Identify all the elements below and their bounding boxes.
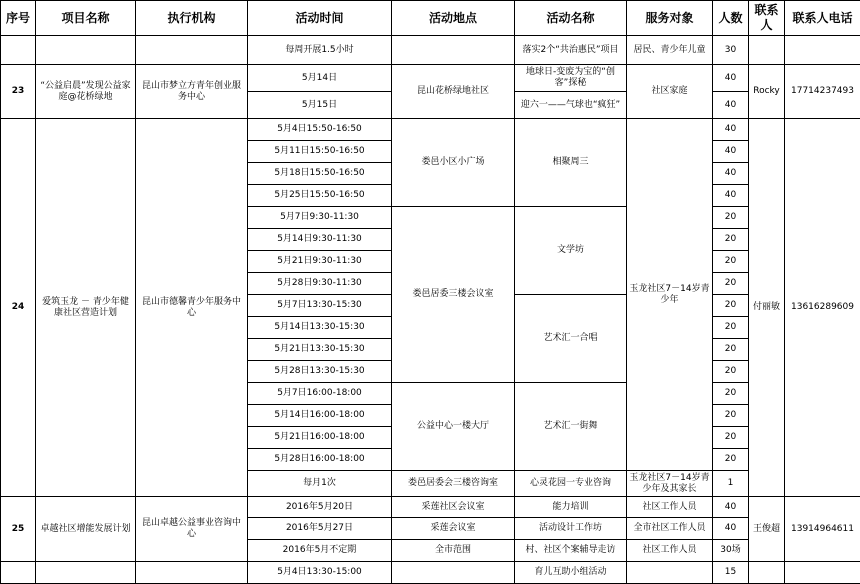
cell-phone (785, 562, 860, 584)
header-row (1, 1, 860, 36)
cell-count: 20 (713, 295, 749, 317)
cell-time: 5月28日9:30-11:30 (248, 273, 392, 295)
cell-place: 公益中心一楼大厅 (392, 383, 515, 471)
cell-place: 娄邑居委会三楼咨询室 (392, 471, 515, 497)
cell-time: 2016年5月不定期 (248, 540, 392, 562)
cell-name: 落实2个“共治惠民”项目 (515, 36, 627, 65)
cell-time: 5月14日9:30-11:30 (248, 229, 392, 251)
header-place: 活动地点 (392, 1, 515, 36)
cell-target (627, 562, 713, 584)
cell-count: 20 (713, 251, 749, 273)
cell-place: 娄邑居委三楼会议室 (392, 207, 515, 383)
cell-time: 5月21日13:30-15:30 (248, 339, 392, 361)
cell-count: 20 (713, 273, 749, 295)
cell-seq: 24 (1, 119, 36, 497)
cell-count: 20 (713, 449, 749, 471)
header-count: 人数 (713, 1, 749, 36)
cell-name: 村、社区个案辅导走访 (515, 540, 627, 562)
cell-time: 5月18日15:50-16:50 (248, 163, 392, 185)
cell-place (392, 562, 515, 584)
cell-target: 社区工作人员 (627, 540, 713, 562)
table-row (1, 497, 860, 518)
cell-seq (1, 562, 36, 584)
cell-contact (749, 562, 785, 584)
cell-name: 艺术汇一合唱 (515, 295, 627, 383)
cell-phone: 17714237493 (785, 65, 860, 119)
cell-time: 5月7日13:30-15:30 (248, 295, 392, 317)
cell-place: 娄邑小区小广场 (392, 119, 515, 207)
cell-count: 40 (713, 163, 749, 185)
header-org: 执行机构 (136, 1, 248, 36)
cell-time: 2016年5月20日 (248, 497, 392, 518)
header-target: 服务对象 (627, 1, 713, 36)
cell-count: 20 (713, 405, 749, 427)
cell-count: 40 (713, 92, 749, 119)
cell-count: 40 (713, 497, 749, 518)
table-row (1, 562, 860, 584)
cell-name: 心灵花园一专业咨询 (515, 471, 627, 497)
cell-place: 采莲会议室 (392, 518, 515, 540)
cell-org: 昆山市梦立方青年创业服务中心 (136, 65, 248, 119)
cell-count: 20 (713, 229, 749, 251)
cell-target: 玉龙社区7－14岁青少年及其家长 (627, 471, 713, 497)
cell-count: 20 (713, 427, 749, 449)
cell-count: 20 (713, 383, 749, 405)
cell-place (392, 36, 515, 65)
cell-seq: 25 (1, 497, 36, 562)
cell-time: 5月28日13:30-15:30 (248, 361, 392, 383)
header-phone: 联系人电话 (785, 1, 860, 36)
cell-seq (1, 36, 36, 65)
cell-count: 1 (713, 471, 749, 497)
table-row (1, 36, 860, 65)
cell-place: 昆山花桥绿地社区 (392, 65, 515, 119)
header-seq: 序号 (1, 1, 36, 36)
cell-time: 5月14日 (248, 65, 392, 92)
cell-contact: 王俊超 (749, 497, 785, 562)
header-contact: 联系人 (749, 1, 785, 36)
cell-time: 5月4日15:50-16:50 (248, 119, 392, 141)
cell-project: “公益启晨”发现公益家庭@花桥绿地 (36, 65, 136, 119)
cell-count: 40 (713, 141, 749, 163)
table-body (1, 1, 860, 584)
cell-time: 5月25日15:50-16:50 (248, 185, 392, 207)
header-time: 活动时间 (248, 1, 392, 36)
cell-phone: 13616289609 (785, 119, 860, 497)
cell-name: 艺术汇一街舞 (515, 383, 627, 471)
cell-count: 30场 (713, 540, 749, 562)
cell-org (136, 562, 248, 584)
cell-time: 5月14日16:00-18:00 (248, 405, 392, 427)
cell-count: 40 (713, 185, 749, 207)
cell-name: 育儿互助小组活动 (515, 562, 627, 584)
cell-phone: 13914964611 (785, 497, 860, 562)
cell-project: 卓越社区增能发展计划 (36, 497, 136, 562)
cell-time: 5月7日9:30-11:30 (248, 207, 392, 229)
header-name: 活动名称 (515, 1, 627, 36)
table-row (1, 65, 860, 92)
cell-name: 活动设计工作坊 (515, 518, 627, 540)
header-project: 项目名称 (36, 1, 136, 36)
cell-time: 5月11日15:50-16:50 (248, 141, 392, 163)
cell-project (36, 36, 136, 65)
cell-count: 20 (713, 207, 749, 229)
cell-project: 爱筑玉龙 － 青少年健康社区营造计划 (36, 119, 136, 497)
cell-target: 全市社区工作人员 (627, 518, 713, 540)
cell-time: 5月14日13:30-15:30 (248, 317, 392, 339)
cell-contact: 付丽敏 (749, 119, 785, 497)
cell-count: 40 (713, 518, 749, 540)
cell-count: 30 (713, 36, 749, 65)
cell-name: 文学坊 (515, 207, 627, 295)
table-row (1, 119, 860, 141)
cell-target: 玉龙社区7－14岁青少年 (627, 119, 713, 471)
cell-place: 全市范围 (392, 540, 515, 562)
cell-count: 20 (713, 317, 749, 339)
cell-time: 5月28日16:00-18:00 (248, 449, 392, 471)
cell-time: 每月1次 (248, 471, 392, 497)
cell-count: 40 (713, 65, 749, 92)
cell-time: 每周开展1.5小时 (248, 36, 392, 65)
cell-name: 地球日-变废为宝的“创客”探秘 (515, 65, 627, 92)
cell-target: 社区工作人员 (627, 497, 713, 518)
cell-org: 昆山卓越公益事业咨询中心 (136, 497, 248, 562)
cell-time: 5月21日16:00-18:00 (248, 427, 392, 449)
cell-name: 相聚周三 (515, 119, 627, 207)
cell-time: 5月7日16:00-18:00 (248, 383, 392, 405)
cell-name: 能力培训 (515, 497, 627, 518)
cell-project (36, 562, 136, 584)
cell-place: 采莲社区会议室 (392, 497, 515, 518)
cell-time: 5月21日9:30-11:30 (248, 251, 392, 273)
cell-time: 5月15日 (248, 92, 392, 119)
cell-target: 社区家庭 (627, 65, 713, 119)
cell-seq: 23 (1, 65, 36, 119)
cell-time: 5月4日13:30-15:00 (248, 562, 392, 584)
cell-name: 迎六一——气球也“疯狂” (515, 92, 627, 119)
cell-count: 15 (713, 562, 749, 584)
cell-count: 20 (713, 361, 749, 383)
cell-target: 居民、青少年儿童 (627, 36, 713, 65)
cell-contact: Rocky (749, 65, 785, 119)
cell-phone (785, 36, 860, 65)
cell-org (136, 36, 248, 65)
cell-count: 40 (713, 119, 749, 141)
cell-time: 2016年5月27日 (248, 518, 392, 540)
cell-org: 昆山市德馨青少年服务中心 (136, 119, 248, 497)
cell-count: 20 (713, 339, 749, 361)
cell-contact (749, 36, 785, 65)
